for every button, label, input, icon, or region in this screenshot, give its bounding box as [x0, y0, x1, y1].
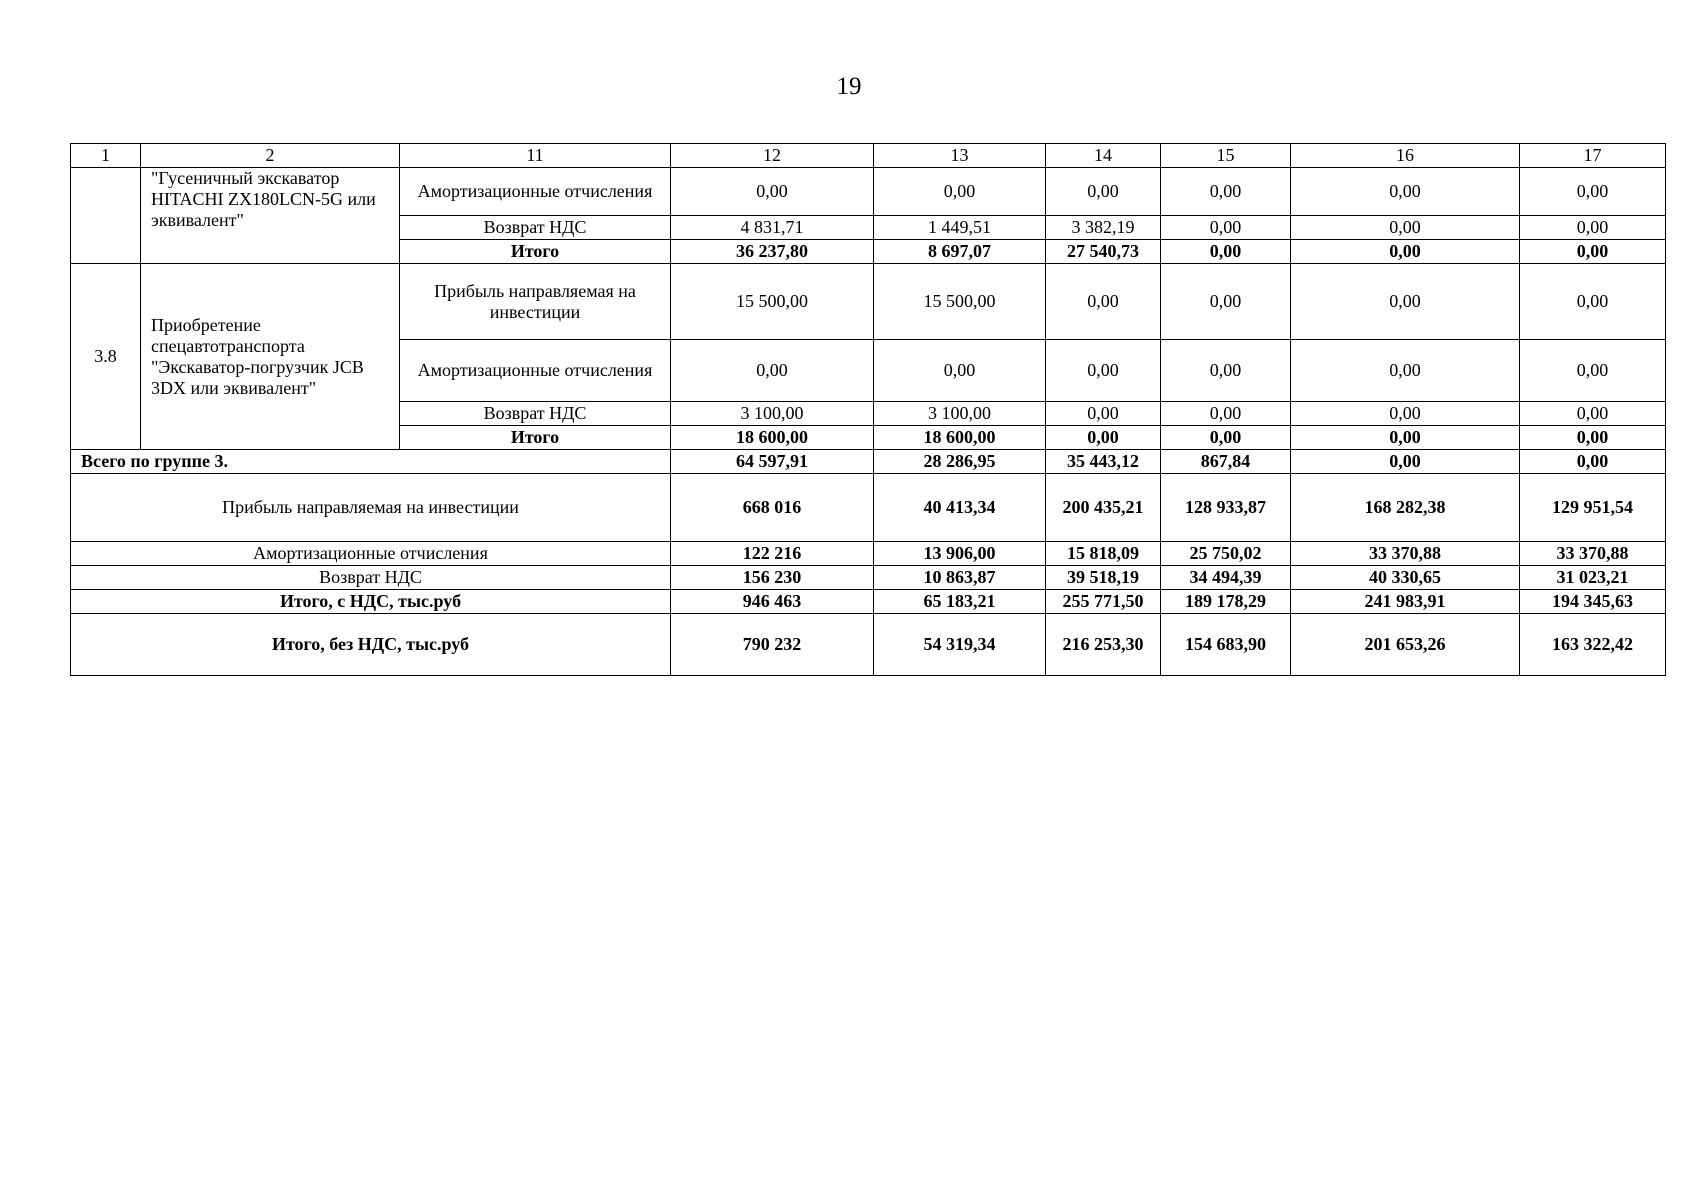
value-cell: 867,84: [1161, 450, 1291, 474]
value-cell: 64 597,91: [671, 450, 874, 474]
value-cell: 0,00: [671, 340, 874, 402]
value-cell: 0,00: [1046, 402, 1161, 426]
group-total-row: [71, 450, 1666, 474]
value-cell: 0,00: [1046, 426, 1161, 450]
item-name-cell: "Гусеничный экскаватор HITACHI ZX180LCN-5G или эквивалент": [141, 168, 400, 264]
value-cell: 0,00: [1291, 450, 1520, 474]
value-cell: 163 322,42: [1520, 614, 1666, 676]
summary-row: [71, 542, 1666, 566]
header-cell: 17: [1520, 144, 1666, 168]
value-cell: 0,00: [1520, 216, 1666, 240]
header-cell: 13: [874, 144, 1046, 168]
value-cell: 0,00: [1161, 340, 1291, 402]
row-label: Прибыль направляемая на инвестиции: [400, 264, 671, 340]
value-cell: 31 023,21: [1520, 566, 1666, 590]
value-cell: 0,00: [1161, 168, 1291, 216]
value-cell: 154 683,90: [1161, 614, 1291, 676]
value-cell: 0,00: [1520, 168, 1666, 216]
value-cell: 0,00: [1291, 426, 1520, 450]
value-cell: 13 906,00: [874, 542, 1046, 566]
value-cell: 0,00: [1291, 402, 1520, 426]
header-cell: 16: [1291, 144, 1520, 168]
value-cell: 18 600,00: [671, 426, 874, 450]
item-number-cell: [71, 168, 141, 264]
value-cell: 790 232: [671, 614, 874, 676]
value-cell: 36 237,80: [671, 240, 874, 264]
header-row: [71, 144, 1666, 168]
value-cell: 0,00: [1520, 402, 1666, 426]
value-cell: 0,00: [1520, 264, 1666, 340]
value-cell: 0,00: [874, 168, 1046, 216]
value-cell: 40 413,34: [874, 474, 1046, 542]
value-cell: 0,00: [1161, 240, 1291, 264]
value-cell: 35 443,12: [1046, 450, 1161, 474]
value-cell: 0,00: [1161, 402, 1291, 426]
summary-row: [71, 566, 1666, 590]
value-cell: 25 750,02: [1161, 542, 1291, 566]
value-cell: 255 771,50: [1046, 590, 1161, 614]
table-row: [71, 168, 1666, 216]
summary-label: Итого, с НДС, тыс.руб: [71, 590, 671, 614]
row-label: Амортизационные отчисления: [400, 340, 671, 402]
value-cell: 54 319,34: [874, 614, 1046, 676]
investment-table: [70, 143, 1666, 676]
value-cell: 128 933,87: [1161, 474, 1291, 542]
value-cell: 65 183,21: [874, 590, 1046, 614]
header-cell: 1: [71, 144, 141, 168]
value-cell: 0,00: [1520, 450, 1666, 474]
value-cell: 10 863,87: [874, 566, 1046, 590]
value-cell: 15 500,00: [671, 264, 874, 340]
header-cell: 12: [671, 144, 874, 168]
value-cell: 189 178,29: [1161, 590, 1291, 614]
summary-row: [71, 614, 1666, 676]
header-cell: 11: [400, 144, 671, 168]
summary-label: Амортизационные отчисления: [71, 542, 671, 566]
header-cell: 15: [1161, 144, 1291, 168]
row-label: Возврат НДС: [400, 402, 671, 426]
value-cell: 0,00: [1046, 340, 1161, 402]
value-cell: 0,00: [1520, 340, 1666, 402]
value-cell: 27 540,73: [1046, 240, 1161, 264]
value-cell: 0,00: [1520, 240, 1666, 264]
table-row: [71, 264, 1666, 340]
value-cell: 0,00: [1046, 264, 1161, 340]
value-cell: 122 216: [671, 542, 874, 566]
value-cell: 201 653,26: [1291, 614, 1520, 676]
value-cell: 3 100,00: [874, 402, 1046, 426]
value-cell: 0,00: [1161, 264, 1291, 340]
value-cell: 168 282,38: [1291, 474, 1520, 542]
value-cell: 0,00: [1520, 426, 1666, 450]
summary-row: [71, 474, 1666, 542]
value-cell: 40 330,65: [1291, 566, 1520, 590]
group-total-label: Всего по группе 3.: [71, 450, 671, 474]
value-cell: 946 463: [671, 590, 874, 614]
value-cell: 0,00: [1046, 168, 1161, 216]
value-cell: 129 951,54: [1520, 474, 1666, 542]
value-cell: 0,00: [1291, 264, 1520, 340]
summary-label: Итого, без НДС, тыс.руб: [71, 614, 671, 676]
value-cell: 15 818,09: [1046, 542, 1161, 566]
value-cell: 241 983,91: [1291, 590, 1520, 614]
value-cell: 18 600,00: [874, 426, 1046, 450]
value-cell: 0,00: [1291, 168, 1520, 216]
summary-label: Прибыль направляемая на инвестиции: [71, 474, 671, 542]
value-cell: 0,00: [671, 168, 874, 216]
value-cell: 200 435,21: [1046, 474, 1161, 542]
value-cell: 194 345,63: [1520, 590, 1666, 614]
value-cell: 33 370,88: [1291, 542, 1520, 566]
value-cell: 0,00: [1161, 216, 1291, 240]
value-cell: 216 253,30: [1046, 614, 1161, 676]
value-cell: 34 494,39: [1161, 566, 1291, 590]
value-cell: 39 518,19: [1046, 566, 1161, 590]
row-label: Итого: [400, 240, 671, 264]
summary-label: Возврат НДС: [71, 566, 671, 590]
value-cell: 0,00: [1291, 216, 1520, 240]
value-cell: 668 016: [671, 474, 874, 542]
value-cell: 0,00: [874, 340, 1046, 402]
page-number: 19: [836, 73, 862, 100]
value-cell: 4 831,71: [671, 216, 874, 240]
row-label: Амортизационные отчисления: [400, 168, 671, 216]
value-cell: 0,00: [1161, 426, 1291, 450]
value-cell: 1 449,51: [874, 216, 1046, 240]
value-cell: 0,00: [1291, 240, 1520, 264]
row-label: Возврат НДС: [400, 216, 671, 240]
item-number-cell: 3.8: [71, 264, 141, 450]
row-label: Итого: [400, 426, 671, 450]
summary-row: [71, 590, 1666, 614]
item-name-cell: Приобретение спецавтотранспорта "Экскаватор-погрузчик JCB 3DX или эквивалент": [141, 264, 400, 450]
value-cell: 156 230: [671, 566, 874, 590]
header-cell: 2: [141, 144, 400, 168]
value-cell: 3 100,00: [671, 402, 874, 426]
value-cell: 3 382,19: [1046, 216, 1161, 240]
value-cell: 0,00: [1291, 340, 1520, 402]
header-cell: 14: [1046, 144, 1161, 168]
value-cell: 8 697,07: [874, 240, 1046, 264]
value-cell: 28 286,95: [874, 450, 1046, 474]
value-cell: 15 500,00: [874, 264, 1046, 340]
value-cell: 33 370,88: [1520, 542, 1666, 566]
